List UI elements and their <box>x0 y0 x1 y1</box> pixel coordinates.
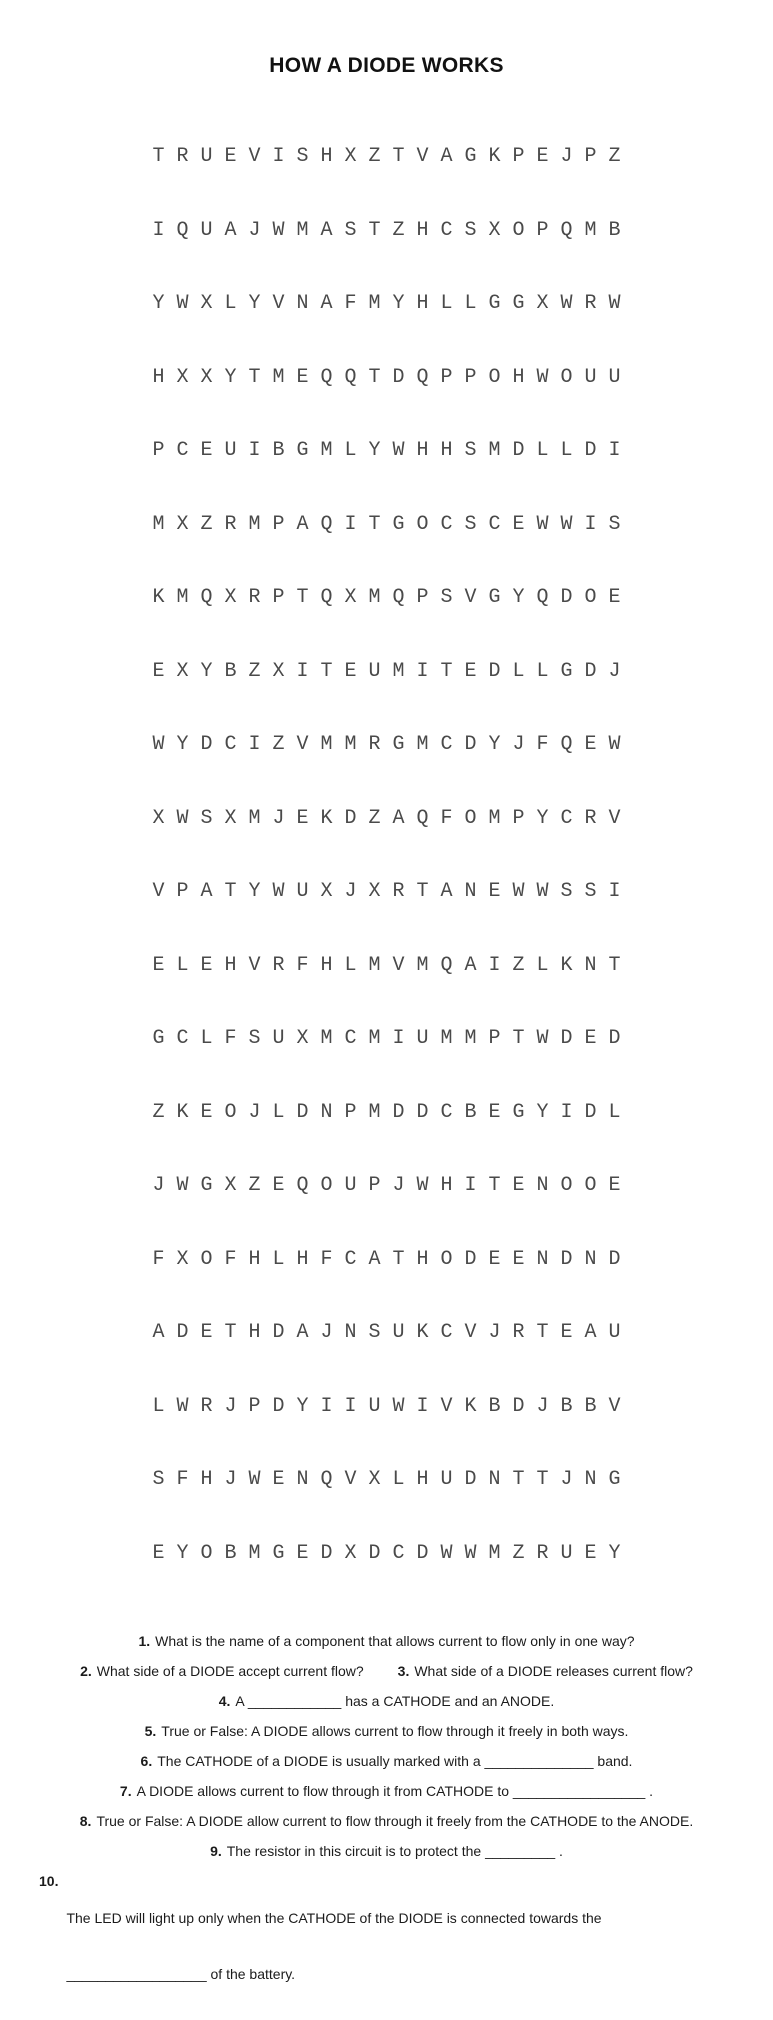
grid-row-15: J W G X Z E Q O U P J W H I T E N O O E <box>152 1174 621 1197</box>
question-9-text: The resistor in this circuit is to protect the _________ . <box>226 1843 563 1859</box>
question-2 <box>80 1662 364 1680</box>
grid-row-13: G C L F S U X M C M I U M M P T W D E D <box>152 1027 621 1050</box>
question-4-text: A ____________ has a CATHODE and an ANODE. <box>235 1693 555 1709</box>
question-7 <box>0 1782 773 1800</box>
question-10-blank-line: __________________ of the battery. <box>66 1965 296 1982</box>
question-5-number: 5. <box>144 1723 157 1739</box>
grid-row-5: P C E U I B G M L Y W H H S M D L L D I <box>152 439 621 462</box>
grid-row-3: Y W X L Y V N A F M Y H L L G G X W R W <box>152 292 621 315</box>
question-5-text: True or False: A DIODE allows current to flow through it freely in both ways. <box>161 1723 629 1739</box>
grid-row-4: H X X Y T M E Q Q T D Q P P O H W O U U <box>152 365 621 389</box>
question-1-number: 1. <box>138 1633 151 1649</box>
grid-row-8: E X Y B Z X I T E U M I T E D L L G D J <box>152 659 621 683</box>
question-8 <box>0 1812 773 1830</box>
grid-row-19: S F H J W E N Q V X L H U D N T T J N G <box>152 1468 621 1491</box>
question-8-text: True or False: A DIODE allow current to flow through it freely from the CATHODE to the ANODE. <box>96 1813 694 1829</box>
question-9 <box>0 1842 773 1860</box>
question-1 <box>0 1632 773 1650</box>
question-9-number: 9. <box>210 1843 222 1859</box>
grid-row-16: F X O F H L H F C A T H O D E E N D N D <box>152 1247 621 1271</box>
word-search-grid <box>0 96 773 1615</box>
grid-row-17: A D E T H D A J N S U K C V J R T E A U <box>152 1321 621 1344</box>
grid-row-11: V P A T Y W U X J X R T A N E W W S S I <box>152 880 621 903</box>
grid-row-10: X W S X M J E K D Z A Q F O M P Y C R V <box>152 806 621 830</box>
question-8-number: 8. <box>79 1813 92 1829</box>
question-6-text: The CATHODE of a DIODE is usually marked with a ______________ band. <box>157 1753 633 1769</box>
question-7-text: A DIODE allows current to flow through it from CATHODE to _________________ . <box>136 1783 654 1799</box>
grid-row-2: I Q U A J W M A S T Z H C S X O P Q M B <box>152 218 621 242</box>
question-4-number: 4. <box>218 1693 231 1709</box>
question-3-text: What side of a DIODE releases current flow? <box>414 1663 693 1679</box>
question-10-body <box>66 1872 601 2020</box>
question-2-3-row <box>0 1662 773 1680</box>
grid-row-12: E L E H V R F H L M V M Q A I Z L K N T <box>152 953 621 977</box>
grid-row-20: E Y O B M G E D X D C D W W M Z R U E Y <box>152 1541 621 1565</box>
question-3-number: 3. <box>397 1663 410 1679</box>
question-2-text: What side of a DIODE accept current flow? <box>96 1663 364 1679</box>
question-6-number: 6. <box>140 1753 153 1769</box>
question-6 <box>0 1752 773 1770</box>
grid-row-6: M X Z R M P A Q I T G O C S C E W W I S <box>152 512 621 536</box>
question-10-number: 10. <box>39 1873 59 1889</box>
questions-section <box>0 1632 773 2020</box>
question-10-text: The LED will light up only when the CATHODE of the DIODE is connected towards the <box>66 1910 602 1926</box>
question-10 <box>0 1872 773 2020</box>
question-5 <box>0 1722 773 1740</box>
grid-row-14: Z K E O J L D N P M D D C B E G Y I D L <box>152 1100 621 1124</box>
question-4 <box>0 1692 773 1710</box>
question-1-text: What is the name of a component that allows current to flow only in one way? <box>155 1633 635 1649</box>
question-2-number: 2. <box>80 1663 92 1679</box>
grid-row-18: L W R J P D Y I I U W I V K B D J B B V <box>152 1394 621 1418</box>
question-7-number: 7. <box>119 1783 132 1799</box>
grid-row-9: W Y D C I Z V M M R G M C D Y J F Q E W <box>152 733 621 756</box>
grid-row-7: K M Q X R P T Q X M Q P S V G Y Q D O E <box>152 586 621 609</box>
question-3 <box>398 1662 693 1680</box>
worksheet-title: HOW A DIODE WORKS <box>269 54 504 77</box>
grid-row-1: T R U E V I S H X Z T V A G K P E J P Z <box>152 145 621 168</box>
